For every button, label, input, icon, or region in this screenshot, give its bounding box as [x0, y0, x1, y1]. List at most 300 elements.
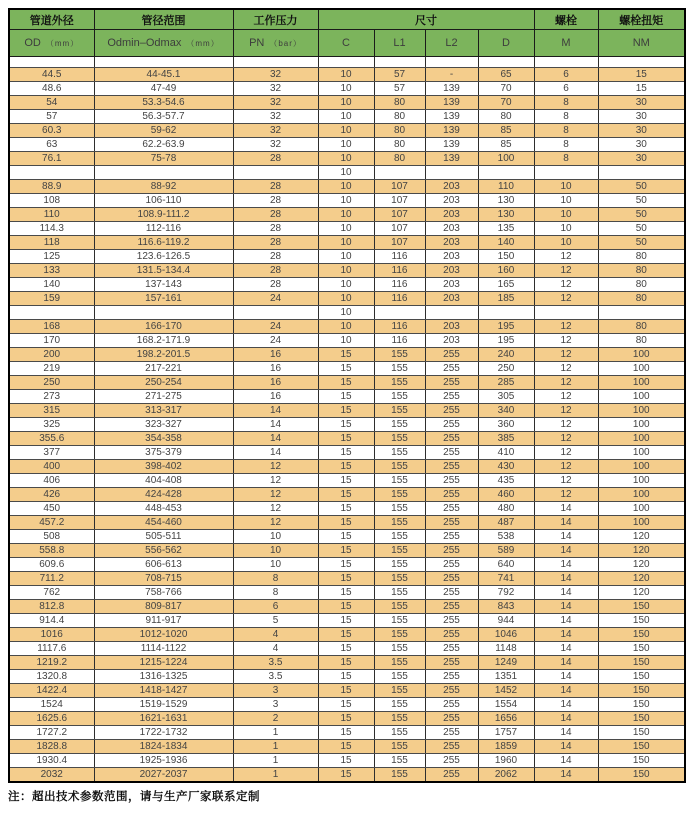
- cell-m: 12: [534, 376, 598, 390]
- spacer-cell: [478, 57, 534, 68]
- col-label: D: [502, 37, 510, 49]
- cell-c: 10: [318, 68, 374, 82]
- cell-l1: 155: [374, 404, 425, 418]
- cell-d: 70: [478, 96, 534, 110]
- cell-od: 914.4: [9, 614, 94, 628]
- cell-m: 14: [534, 684, 598, 698]
- cell-m: 14: [534, 768, 598, 783]
- table-row: [9, 740, 685, 754]
- cell-pn: 14: [233, 432, 318, 446]
- cell-d: 135: [478, 222, 534, 236]
- cell-l2: 255: [425, 348, 478, 362]
- table-row: [9, 362, 685, 376]
- cell-l1: 57: [374, 82, 425, 96]
- cell-c: 10: [318, 180, 374, 194]
- cell-m: 14: [534, 502, 598, 516]
- cell-range: 1215-1224: [94, 656, 233, 670]
- cell-m: 14: [534, 656, 598, 670]
- cell-nm: 100: [598, 474, 685, 488]
- cell-l2: 255: [425, 474, 478, 488]
- cell-od: 400: [9, 460, 94, 474]
- cell-c: 10: [318, 236, 374, 250]
- cell-c: 10: [318, 124, 374, 138]
- gap-row: [9, 306, 685, 320]
- cell-nm: 120: [598, 558, 685, 572]
- cell-l1: 107: [374, 180, 425, 194]
- cell-d: 1960: [478, 754, 534, 768]
- cell-od: 170: [9, 334, 94, 348]
- table-row: [9, 670, 685, 684]
- cell-l2: 255: [425, 516, 478, 530]
- cell-pn: 16: [233, 390, 318, 404]
- cell-m: 14: [534, 670, 598, 684]
- cell-c: 15: [318, 348, 374, 362]
- cell-l2: 255: [425, 684, 478, 698]
- table-row: [9, 278, 685, 292]
- cell-d: 65: [478, 68, 534, 82]
- cell-l1: 116: [374, 320, 425, 334]
- cell-l2: 255: [425, 572, 478, 586]
- cell-pn: 24: [233, 334, 318, 348]
- cell-od: 273: [9, 390, 94, 404]
- cell-pn: 16: [233, 362, 318, 376]
- cell-c: 15: [318, 586, 374, 600]
- cell-od: 159: [9, 292, 94, 306]
- table-row: [9, 432, 685, 446]
- cell-c: 15: [318, 600, 374, 614]
- cell-m: 12: [534, 264, 598, 278]
- cell-l2: 255: [425, 418, 478, 432]
- cell-c: 15: [318, 712, 374, 726]
- spacer-cell: [425, 57, 478, 68]
- cell-range: 323-327: [94, 418, 233, 432]
- cell-l2: [425, 306, 478, 320]
- cell-m: 14: [534, 754, 598, 768]
- cell-range: 108.9-111.2: [94, 208, 233, 222]
- cell-m: 8: [534, 124, 598, 138]
- cell-d: 100: [478, 152, 534, 166]
- cell-l1: 80: [374, 110, 425, 124]
- cell-nm: 100: [598, 418, 685, 432]
- table-row: [9, 82, 685, 96]
- cell-pn: 8: [233, 586, 318, 600]
- cell-pn: 3.5: [233, 656, 318, 670]
- col-header-odmin-odmax: [94, 30, 233, 57]
- cell-d: 165: [478, 278, 534, 292]
- cell-nm: 80: [598, 320, 685, 334]
- cell-range: 75-78: [94, 152, 233, 166]
- header-group-row: [9, 9, 685, 30]
- cell-l2: 255: [425, 586, 478, 600]
- cell-pn: 16: [233, 376, 318, 390]
- table-row: [9, 768, 685, 783]
- cell-d: 360: [478, 418, 534, 432]
- cell-nm: 150: [598, 600, 685, 614]
- cell-d: [478, 166, 534, 180]
- cell-range: 62.2-63.9: [94, 138, 233, 152]
- col-header-pn: [233, 30, 318, 57]
- cell-nm: 15: [598, 68, 685, 82]
- cell-d: 305: [478, 390, 534, 404]
- cell-m: 8: [534, 152, 598, 166]
- cell-pn: 28: [233, 208, 318, 222]
- cell-l2: 255: [425, 712, 478, 726]
- cell-c: 15: [318, 740, 374, 754]
- cell-l1: 155: [374, 488, 425, 502]
- table-row: [9, 250, 685, 264]
- table-row: [9, 488, 685, 502]
- cell-od: 250: [9, 376, 94, 390]
- cell-pn: 1: [233, 726, 318, 740]
- cell-l1: 155: [374, 460, 425, 474]
- col-header-od: [9, 30, 94, 57]
- spacer-cell: [94, 57, 233, 68]
- cell-nm: 80: [598, 264, 685, 278]
- table-row: [9, 642, 685, 656]
- cell-od: 1930.4: [9, 754, 94, 768]
- cell-m: 12: [534, 404, 598, 418]
- cell-l1: 80: [374, 96, 425, 110]
- cell-c: 10: [318, 264, 374, 278]
- cell-l1: 155: [374, 544, 425, 558]
- cell-c: 10: [318, 96, 374, 110]
- table-row: [9, 208, 685, 222]
- cell-nm: 100: [598, 404, 685, 418]
- cell-c: 10: [318, 278, 374, 292]
- col-header-m: [534, 30, 598, 57]
- cell-l1: 107: [374, 236, 425, 250]
- cell-d: 250: [478, 362, 534, 376]
- cell-m: 12: [534, 334, 598, 348]
- header-group-dimensions: 尺寸: [318, 9, 534, 30]
- cell-nm: 80: [598, 334, 685, 348]
- cell-range: 911-917: [94, 614, 233, 628]
- cell-c: 15: [318, 670, 374, 684]
- cell-m: 14: [534, 726, 598, 740]
- cell-nm: 150: [598, 712, 685, 726]
- cell-m: 12: [534, 432, 598, 446]
- cell-l1: 116: [374, 264, 425, 278]
- cell-l2: 255: [425, 544, 478, 558]
- cell-m: 14: [534, 572, 598, 586]
- table-row: [9, 124, 685, 138]
- cell-nm: 30: [598, 110, 685, 124]
- cell-l2: 203: [425, 222, 478, 236]
- cell-range: 2027-2037: [94, 768, 233, 783]
- gap-row: [9, 166, 685, 180]
- cell-range: 137-143: [94, 278, 233, 292]
- cell-d: 435: [478, 474, 534, 488]
- cell-m: 14: [534, 614, 598, 628]
- cell-c: 15: [318, 698, 374, 712]
- cell-l1: 80: [374, 124, 425, 138]
- cell-d: 487: [478, 516, 534, 530]
- spacer-cell: [318, 57, 374, 68]
- cell-pn: 28: [233, 152, 318, 166]
- cell-c: 15: [318, 516, 374, 530]
- cell-nm: 100: [598, 488, 685, 502]
- cell-range: 1316-1325: [94, 670, 233, 684]
- cell-c: 15: [318, 390, 374, 404]
- cell-l1: 155: [374, 376, 425, 390]
- table-row: [9, 320, 685, 334]
- cell-pn: 28: [233, 278, 318, 292]
- cell-d: 340: [478, 404, 534, 418]
- cell-l2: 139: [425, 82, 478, 96]
- cell-c: 15: [318, 488, 374, 502]
- table-row: [9, 152, 685, 166]
- cell-l1: 116: [374, 250, 425, 264]
- table-row: [9, 726, 685, 740]
- cell-nm: 50: [598, 194, 685, 208]
- cell-m: 14: [534, 698, 598, 712]
- cell-od: 2032: [9, 768, 94, 783]
- cell-m: 12: [534, 446, 598, 460]
- cell-pn: [233, 166, 318, 180]
- cell-l2: -: [425, 68, 478, 82]
- cell-d: 1351: [478, 670, 534, 684]
- cell-l2: 255: [425, 404, 478, 418]
- cell-m: 12: [534, 362, 598, 376]
- cell-nm: 150: [598, 614, 685, 628]
- cell-od: 110: [9, 208, 94, 222]
- cell-d: 1148: [478, 642, 534, 656]
- header-group-working-pressure: 工作压力: [233, 9, 318, 30]
- cell-nm: 100: [598, 502, 685, 516]
- cell-l1: 155: [374, 572, 425, 586]
- cell-od: 48.6: [9, 82, 94, 96]
- cell-range: 398-402: [94, 460, 233, 474]
- cell-l2: 255: [425, 502, 478, 516]
- table-row: [9, 698, 685, 712]
- cell-l1: 155: [374, 474, 425, 488]
- cell-l2: 255: [425, 670, 478, 684]
- cell-l1: 155: [374, 432, 425, 446]
- cell-nm: 150: [598, 684, 685, 698]
- cell-m: 14: [534, 558, 598, 572]
- cell-d: 480: [478, 502, 534, 516]
- cell-od: 325: [9, 418, 94, 432]
- cell-pn: 32: [233, 96, 318, 110]
- table-row: [9, 138, 685, 152]
- cell-l1: 155: [374, 740, 425, 754]
- cell-l2: 255: [425, 558, 478, 572]
- cell-c: 15: [318, 558, 374, 572]
- col-label: NM: [632, 37, 650, 49]
- cell-l2: 255: [425, 390, 478, 404]
- cell-range: 56.3-57.7: [94, 110, 233, 124]
- cell-c: 15: [318, 404, 374, 418]
- table-row: [9, 754, 685, 768]
- table-row: [9, 530, 685, 544]
- cell-m: 6: [534, 68, 598, 82]
- cell-l1: 155: [374, 726, 425, 740]
- cell-c: 10: [318, 250, 374, 264]
- cell-l2: 255: [425, 460, 478, 474]
- cell-d: 130: [478, 208, 534, 222]
- cell-c: 10: [318, 166, 374, 180]
- cell-m: 12: [534, 348, 598, 362]
- cell-nm: 30: [598, 124, 685, 138]
- table-row: [9, 222, 685, 236]
- cell-l2: 255: [425, 768, 478, 783]
- table-row: [9, 572, 685, 586]
- cell-d: 130: [478, 194, 534, 208]
- cell-c: 10: [318, 320, 374, 334]
- table-row: [9, 334, 685, 348]
- cell-l2: 255: [425, 600, 478, 614]
- col-header-c: [318, 30, 374, 57]
- cell-l1: 155: [374, 656, 425, 670]
- cell-d: 285: [478, 376, 534, 390]
- cell-pn: 4: [233, 628, 318, 642]
- cell-nm: 120: [598, 544, 685, 558]
- cell-od: 508: [9, 530, 94, 544]
- col-unit: （mm）: [45, 39, 80, 48]
- cell-od: 200: [9, 348, 94, 362]
- header-group-bolt-torque: 螺栓扭矩: [598, 9, 685, 30]
- cell-od: 762: [9, 586, 94, 600]
- cell-range: 166-170: [94, 320, 233, 334]
- table-row: [9, 404, 685, 418]
- cell-nm: 100: [598, 348, 685, 362]
- cell-l1: [374, 166, 425, 180]
- cell-d: 70: [478, 82, 534, 96]
- cell-l2: 255: [425, 656, 478, 670]
- cell-nm: 150: [598, 628, 685, 642]
- cell-d: 410: [478, 446, 534, 460]
- cell-c: 15: [318, 474, 374, 488]
- col-label: Odmin–Odmax: [107, 37, 182, 49]
- cell-od: [9, 166, 94, 180]
- table-row: [9, 180, 685, 194]
- cell-l1: 155: [374, 362, 425, 376]
- cell-pn: 6: [233, 600, 318, 614]
- cell-m: 14: [534, 530, 598, 544]
- cell-l1: 116: [374, 292, 425, 306]
- cell-d: 460: [478, 488, 534, 502]
- cell-nm: [598, 306, 685, 320]
- cell-l2: 255: [425, 446, 478, 460]
- cell-m: [534, 306, 598, 320]
- cell-od: 812.8: [9, 600, 94, 614]
- cell-d: 110: [478, 180, 534, 194]
- cell-m: 10: [534, 236, 598, 250]
- cell-pn: 28: [233, 194, 318, 208]
- cell-nm: [598, 166, 685, 180]
- cell-c: 15: [318, 418, 374, 432]
- cell-nm: 120: [598, 572, 685, 586]
- cell-od: [9, 306, 94, 320]
- cell-m: 12: [534, 278, 598, 292]
- cell-od: 133: [9, 264, 94, 278]
- cell-pn: 28: [233, 236, 318, 250]
- table-row: [9, 656, 685, 670]
- col-header-l1: [374, 30, 425, 57]
- cell-c: 15: [318, 614, 374, 628]
- cell-range: 44-45.1: [94, 68, 233, 82]
- cell-nm: 100: [598, 376, 685, 390]
- cell-pn: 32: [233, 110, 318, 124]
- table-row: [9, 586, 685, 600]
- cell-d: 430: [478, 460, 534, 474]
- cell-od: 1524: [9, 698, 94, 712]
- cell-l1: 155: [374, 670, 425, 684]
- cell-l1: 155: [374, 600, 425, 614]
- cell-od: 54: [9, 96, 94, 110]
- pipe-spec-table: [8, 8, 686, 783]
- cell-range: 354-358: [94, 432, 233, 446]
- table-row: [9, 390, 685, 404]
- col-label: PN: [249, 37, 265, 49]
- cell-l1: 107: [374, 194, 425, 208]
- cell-l1: 116: [374, 278, 425, 292]
- cell-l2: 255: [425, 614, 478, 628]
- cell-nm: 150: [598, 768, 685, 783]
- cell-range: 198.2-201.5: [94, 348, 233, 362]
- cell-m: 14: [534, 544, 598, 558]
- cell-range: [94, 306, 233, 320]
- cell-range: 1012-1020: [94, 628, 233, 642]
- table-row: [9, 110, 685, 124]
- cell-nm: 150: [598, 726, 685, 740]
- cell-pn: 1: [233, 740, 318, 754]
- cell-l2: 139: [425, 152, 478, 166]
- cell-nm: 150: [598, 670, 685, 684]
- cell-m: 8: [534, 138, 598, 152]
- cell-l2: 203: [425, 264, 478, 278]
- cell-pn: 4: [233, 642, 318, 656]
- cell-nm: 50: [598, 222, 685, 236]
- cell-c: 15: [318, 446, 374, 460]
- cell-d: 843: [478, 600, 534, 614]
- cell-od: 1422.4: [9, 684, 94, 698]
- cell-pn: 14: [233, 404, 318, 418]
- cell-m: 14: [534, 642, 598, 656]
- cell-m: 12: [534, 292, 598, 306]
- col-header-l2: [425, 30, 478, 57]
- spacer-cell: [534, 57, 598, 68]
- cell-od: 1016: [9, 628, 94, 642]
- cell-range: 404-408: [94, 474, 233, 488]
- cell-range: 106-110: [94, 194, 233, 208]
- spacer-cell: [374, 57, 425, 68]
- cell-pn: 12: [233, 474, 318, 488]
- cell-nm: 150: [598, 754, 685, 768]
- cell-d: 944: [478, 614, 534, 628]
- cell-m: 8: [534, 110, 598, 124]
- cell-l2: 203: [425, 320, 478, 334]
- cell-l2: 203: [425, 208, 478, 222]
- table-row: [9, 376, 685, 390]
- cell-d: 538: [478, 530, 534, 544]
- cell-nm: 100: [598, 460, 685, 474]
- table-row: [9, 712, 685, 726]
- cell-range: 116.6-119.2: [94, 236, 233, 250]
- cell-l2: 255: [425, 726, 478, 740]
- cell-range: 505-511: [94, 530, 233, 544]
- cell-range: 250-254: [94, 376, 233, 390]
- cell-m: 12: [534, 250, 598, 264]
- cell-l1: 155: [374, 390, 425, 404]
- cell-od: 406: [9, 474, 94, 488]
- cell-l2: 255: [425, 628, 478, 642]
- cell-pn: [233, 306, 318, 320]
- cell-l1: 80: [374, 138, 425, 152]
- cell-range: 1621-1631: [94, 712, 233, 726]
- cell-l1: 155: [374, 418, 425, 432]
- cell-l1: 155: [374, 446, 425, 460]
